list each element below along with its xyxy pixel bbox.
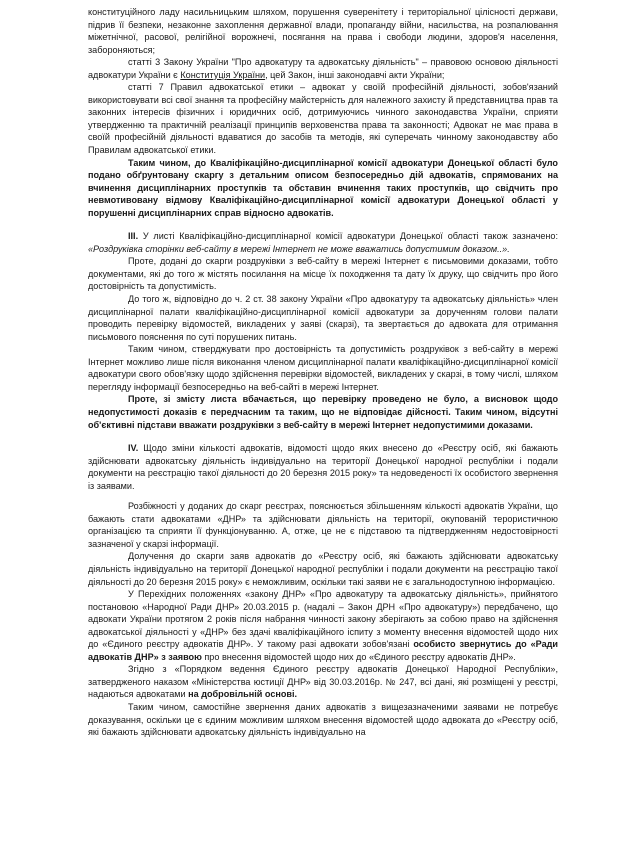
paragraph-verification: Таким чином, стверджувати про достовірність та допустимість роздруківок з веб-сайту в мережі Інтернет можливо лише після виконання членом дисциплінарної палати кваліфікаційно-дисциплінарної комісії адвокатури свого обов'язку щодо здійснення перевірки відомостей, викладених у скарзі, в тому числі, шляхом перегляду інформації безпосередньо на веб-сайті в мережі Інтернет. (88, 344, 558, 392)
paragraph-section-3 (88, 230, 558, 255)
paragraph-discrepancies: Розбіжності у доданих до скарг реєстрах, пояснюється збільшенням кількості адвокатів України, що бажають стати адвокатами «ДНР» та здійснювати діяльність на території, окупованій терористичною організацією та сприяти її функціонуванню. А, отже, це не є підставою та підтвердженням недостовірності зазначеної у скарзі інформації. (88, 501, 558, 549)
paragraph-article-3 (88, 56, 558, 81)
paragraph-gap (88, 492, 558, 500)
paragraph-registry-order (88, 663, 558, 701)
section-gap (88, 219, 558, 230)
section-4-text: Щодо зміни кількості адвокатів, відомості щодо яких внесено до «Реєстру осіб, які бажають здійснювати адвокатську діяльність індивідуально на території Донецької народної республіки і подали документи на реєстрацію такої діяльності до 20 березня 2015 року» та недоведеності їх особистого звернення із заявами. (88, 443, 558, 491)
paragraph-article-7: статті 7 Правил адвокатської етики – адвокат у своїй професійній діяльності, зобов'язаний використовувати всі свої знання та професійну майстерність для належного захисту й представництва прав та законних інтересів фізичних і юридичних осіб, дотримуючись чинного законодавства України, сприяти утвердженню та практичній реалізації принципів верховенства права та законності; Адвокат не має права в своїй професійній діяльності вдаватися до засобів та методів, які суперечать чинному законодавству або Правилам адвокатської етики. (88, 82, 558, 156)
paragraph-conclusion-1: Таким чином, до Кваліфікаційно-дисциплінарної комісії адвокатури Донецької області було подано обґрунтовану скаргу з детальним описом безпосередньо дій адвокатів, спрямованих на вчинення дисциплінарних проступків та обставин вчинення таких проступків, що свідчить про невмотивовану відмову Кваліфікаційно-дисциплінарної комісії адвокатури Донецької області у порушенні дисциплінарних справ відносно адвокатів. (88, 157, 558, 218)
article-3-text: статті 3 Закону України "Про адвокатуру та адвокатську діяльність" – правовою основою діяльності адвокатури України є (88, 57, 558, 80)
transitional-text-end: про внесення відомостей щодо них до «Єдиного реєстру адвокатів ДНР». (201, 651, 516, 662)
transitional-bold: особисто звернутись до «Ради адвокатів ДНР» з заявою (88, 639, 558, 662)
paragraph-printouts-evidence: Проте, додані до скарги роздруківки з веб-сайту в мережі Інтернет є письмовими доказами, тобто документами, які до того ж містять посилання на місце їх походження та дату їх друку, що свідчить про його достовірність та допустимість. (88, 256, 558, 292)
section-gap (88, 431, 558, 442)
article-3-text-end: , цей Закон, інші законодавчі акти України; (265, 69, 445, 80)
section-3-quote: «Роздруківка сторінки веб-сайту в мережі Інтернет не може вважатись допустимим доказом..». (88, 243, 510, 254)
registry-bold: на добровільній основі. (188, 689, 298, 700)
paragraph-applications: Долучення до скарги заяв адвокатів до «Реєстру осіб, які бажають здійснювати адвокатську діяльність індивідуально на території Донецької народної республіки і подали документи на реєстрацію такої діяльності до 20 березня 2015 року» є неможливим, оскільки такі заяви не є загальнодоступною інформацією. (88, 551, 558, 587)
constitution-link[interactable]: Конституція України (180, 69, 266, 80)
transitional-text: У Перехідних положеннях «закону ДНР» «Про адвокатуру та адвокатську діяльність», прийнятого постановою «Народної Ради ДНР» 20.03.2015 р. (надалі – Закон ДРН «Про адвокатуру») передбачено, що адвокати України протягом 2 років після набрання чинності закону зберігають за собою право на здійснення адвокатської діяльності у «ДНР» без здачі кваліфікаційного іспиту з моменту внесення відомостей щодо них до «Єдиного реєстру адвокатів ДНР». У такому разі адвокати зобов'язані (88, 589, 558, 650)
section-3-text: У листі Кваліфікаційно-дисциплінарної комісії адвокатури Донецької області також зазначено: (138, 231, 558, 242)
section-number-3: ІІІ. (128, 231, 139, 242)
paragraph-transitional-provisions (88, 588, 558, 663)
paragraph-conclusion-2: Проте, зі змісту листа вбачається, що перевірку проведено не було, а висновок щодо недопустимості доказів є передчасним та таким, що не відповідає дійсності. Таким чином, відсутні об'єктивні підстави вважати роздруківки з веб-сайту в мережі Інтернет недопустимими доказами. (88, 394, 558, 430)
document-page (88, 6, 558, 739)
paragraph-article-38: До того ж, відповідно до ч. 2 ст. 38 закону України «Про адвокатуру та адвокатську діяльність» член дисциплінарної палати кваліфікаційно-дисциплінарної комісії адвокатури за дорученням голови палати проводить перевірку відомостей, викладених у заяві (скарзі), та звертається до адвоката для отримання письмового пояснення по суті порушених питань. (88, 294, 558, 342)
paragraph-conclusion-3: Таким чином, самостійне звернення даних адвокатів з вищезазначеними заявами не потребує доказування, оскільки це є єдиним можливим шляхом внесення відомостей щодо адвоката до «Реєстру осіб, які бажають здійснювати адвокатську діяльність індивідуально на (88, 701, 558, 738)
section-number-4: IV. (128, 443, 139, 454)
registry-text: Згідно з «Порядком ведення Єдиного реєстру адвокатів Донецької Народної Республіки», затвердженого наказом «Міністерства юстиції ДНР» від 30.03.2016р. № 247, всі дані, які розміщені у реєстрі, надаються адвокатами (88, 664, 558, 700)
paragraph-section-4 (88, 442, 558, 492)
paragraph-constitution-prohibitions: конституційного ладу насильницьким шляхом, порушення суверенітету і територіальної цілісності держави, підрив її безпеки, незаконне захоплення державної влади, пропаганду війни, насильства, на розпалювання міжетнічної, расової, релігійної ворожнечі, посягання на права і свободи людини, здоров'я населення, забороняються; (88, 7, 558, 55)
